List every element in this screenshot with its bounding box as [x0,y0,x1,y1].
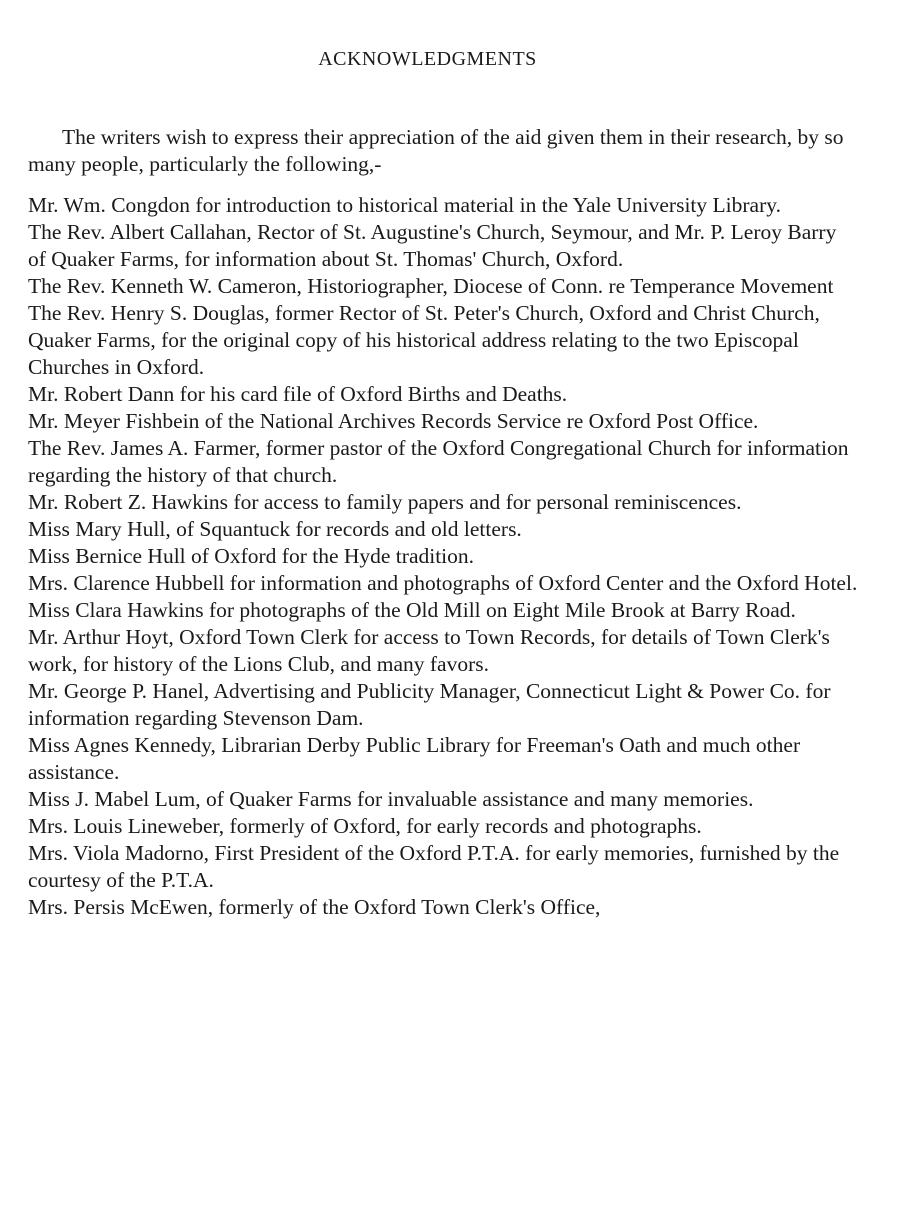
list-item: The Rev. Albert Callahan, Rector of St. Augustine's Church, Seymour, and Mr. P. Leroy Barry of Quaker Farms, for information about St. Thomas' Church, Oxford. [28,220,837,271]
list-item: Mrs. Viola Madorno, First President of the Oxford P.T.A. for early memories, furnished by the courtesy of the P.T.A. [28,841,840,892]
list-item: Mrs. Clarence Hubbell for information and photographs of Oxford Center and the Oxford Hotel. [28,571,858,595]
intro-paragraph: The writers wish to express their appreciation of the aid given them in their research, by so many people, particularly the following,- [28,125,844,176]
list-item: Miss J. Mabel Lum, of Quaker Farms for invaluable assistance and many memories. [28,787,754,811]
list-item: Miss Mary Hull, of Squantuck for records and old letters. [28,517,522,541]
list-item: Mrs. Louis Lineweber, formerly of Oxford, for early records and photographs. [28,814,702,838]
list-item: The Rev. James A. Farmer, former pastor of the Oxford Congregational Church for information regarding the history of that church. [28,436,849,487]
list-item: Mr. Arthur Hoyt, Oxford Town Clerk for access to Town Records, for details of Town Clerk's work, for history of the Lions Club, and many favors. [28,625,830,676]
list-item: Miss Clara Hawkins for photographs of the Old Mill on Eight Mile Brook at Barry Road. [28,598,796,622]
acknowledgment-list [28,192,858,921]
list-item: The Rev. Henry S. Douglas, former Rector of St. Peter's Church, Oxford and Christ Church, Quaker Farms, for the original copy of his historical address relating to the two Episcopal Churches in Oxford. [28,301,820,379]
list-item: Miss Agnes Kennedy, Librarian Derby Public Library for Freeman's Oath and much other assistance. [28,733,801,784]
list-item: Mr. Meyer Fishbein of the National Archives Records Service re Oxford Post Office. [28,409,759,433]
list-item: Mr. Wm. Congdon for introduction to historical material in the Yale University Library. [28,193,781,217]
page-title: ACKNOWLEDGMENTS [318,48,537,70]
list-item: Mrs. Persis McEwen, formerly of the Oxford Town Clerk's Office, [28,895,601,919]
list-item: Mr. George P. Hanel, Advertising and Publicity Manager, Connecticut Light & Power Co. for information regarding Stevenson Dam. [28,679,831,730]
list-item: Mr. Robert Z. Hawkins for access to family papers and for personal reminiscences. [28,490,742,514]
list-item: Miss Bernice Hull of Oxford for the Hyde tradition. [28,544,475,568]
list-item: Mr. Robert Dann for his card file of Oxford Births and Deaths. [28,382,568,406]
list-item: The Rev. Kenneth W. Cameron, Historiographer, Diocese of Conn. re Temperance Movement [28,274,834,298]
